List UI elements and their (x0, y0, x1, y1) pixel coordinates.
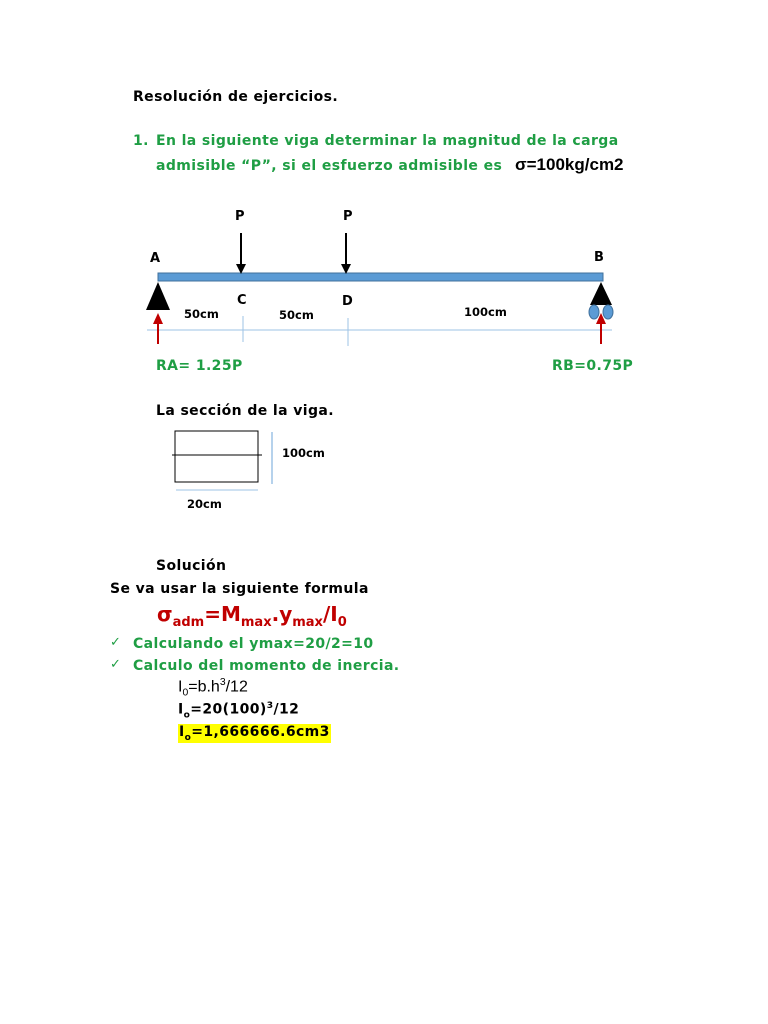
dimension-label-1: 50cm (184, 307, 219, 321)
inertia-result: $I_o=1,666666.6cm3$ (179, 724, 330, 743)
reaction-label-b: RB=0.75P (552, 358, 634, 374)
solution-intro: Se va usar la siguiente formula (110, 581, 369, 597)
inertia-formula: $I_0=b.h^3/12$ (178, 677, 248, 699)
support-label-b: B (594, 250, 604, 265)
load-label-c: P (235, 209, 245, 224)
page-heading: Resolución de ejercicios. (133, 89, 339, 105)
check-icon: ✓ (110, 635, 121, 650)
allowable-stress: σ=100kg/cm2 (515, 155, 624, 174)
inertia-substitution: $I_o=20(100)^3/12$ (178, 701, 300, 721)
solution-title: Solución (156, 558, 227, 574)
dimension-label-2: 50cm (279, 308, 314, 322)
section-width-label: 20cm (187, 497, 222, 511)
support-label-a: A (150, 251, 161, 266)
check-item-ymax: Calculando el ymax=20/2=10 (133, 636, 374, 652)
problem-number: 1. (133, 133, 149, 149)
load-label-d: P (343, 209, 353, 224)
check-item-inertia: Calculo del momento de inercia. (133, 658, 400, 674)
dimension-label-3: 100cm (464, 305, 507, 319)
reaction-label-a: RA= 1.25P (156, 358, 243, 374)
problem-line-2: admisible “P”, si el esfuerzo admisible es (156, 158, 503, 174)
section-height-label: 100cm (282, 446, 325, 460)
stress-formula: $\sigma_{adm}=M_{max}.y_{max}/I_0$ (157, 602, 347, 630)
problem-line-1: En la siguiente viga determinar la magnitud de la carga (156, 133, 619, 149)
section-rectangle (175, 431, 258, 482)
point-label-c: C (237, 293, 247, 308)
section-title: La sección de la viga. (156, 403, 334, 419)
point-label-d: D (342, 294, 353, 309)
check-icon: ✓ (110, 657, 121, 672)
